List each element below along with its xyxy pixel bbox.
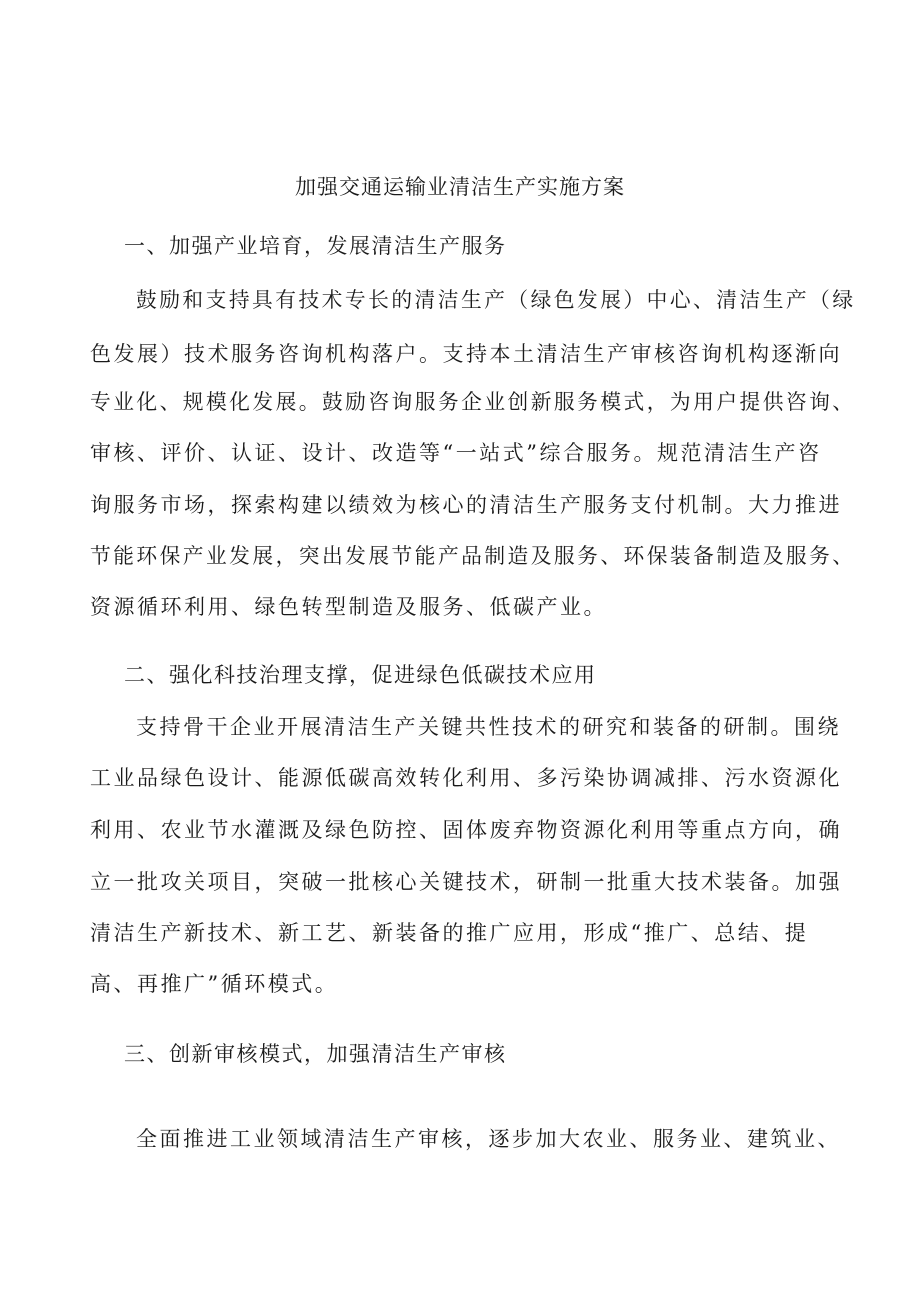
section-1-line-4: 审核、评价、认证、设计、改造等“一站式”综合服务。规范清洁生产咨 [90, 441, 822, 465]
section-1-line-7: 资源循环利用、绿色转型制造及服务、低碳产业。 [90, 595, 607, 619]
section-2-line-2: 工业品绿色设计、能源低碳高效转化利用、多污染协调减排、污水资源化 [90, 766, 842, 790]
section-2-line-4: 立一批攻关项目，突破一批核心关键技术，研制一批重大技术装备。加强 [90, 870, 842, 894]
section-1-line-6: 节能环保产业发展，突出发展节能产品制造及服务、环保装备制造及服务、 [90, 544, 856, 568]
section-2-line-6: 高、再推广”循环模式。 [90, 972, 339, 996]
section-1-line-3: 专业化、规模化发展。鼓励咨询服务企业创新服务模式，为用户提供咨询、 [90, 390, 856, 414]
section-2-line-5: 清洁生产新技术、新工艺、新装备的推广应用，形成“推广、总结、提 [90, 921, 809, 945]
section-3-heading: 三、创新审核模式，加强清洁生产审核 [124, 1042, 507, 1066]
section-1-line-2: 色发展）技术服务咨询机构落户。支持本土清洁生产审核咨询机构逐渐向 [90, 342, 842, 366]
section-1-heading: 一、加强产业培育，发展清洁生产服务 [124, 234, 507, 258]
section-3-line-1: 全面推进工业领域清洁生产审核，逐步加大农业、服务业、建筑业、 [136, 1127, 841, 1151]
page-title: 加强交通运输业清洁生产实施方案 [295, 175, 625, 199]
section-1-line-5: 询服务市场，探索构建以绩效为核心的清洁生产服务支付机制。大力推进 [90, 493, 842, 517]
section-2-line-1: 支持骨干企业开展清洁生产关键共性技术的研究和装备的研制。围绕 [136, 715, 841, 739]
section-2-heading: 二、强化科技治理支撑，促进绿色低碳技术应用 [124, 663, 597, 687]
section-1-line-1: 鼓励和支持具有技术专长的清洁生产（绿色发展）中心、清洁生产（绿 [136, 288, 856, 312]
section-2-line-3: 利用、农业节水灌溉及绿色防控、固体废弃物资源化利用等重点方向，确 [90, 818, 842, 842]
